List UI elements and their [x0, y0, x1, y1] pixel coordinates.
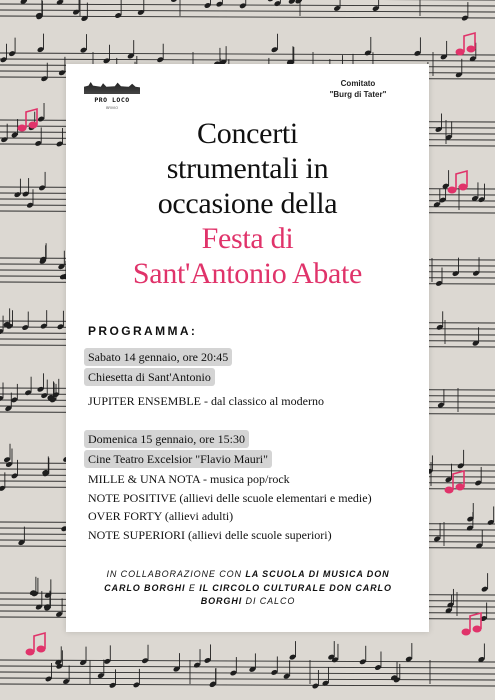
staff-line [0, 678, 495, 680]
staff-line [0, 59, 495, 61]
event-date: Domenica 15 gennaio, ore 15:30 [84, 430, 249, 448]
act-item: OVER FORTY (allievi adulti) [88, 509, 234, 523]
act-item: JUPITER ENSEMBLE - dal classico al moderno [88, 394, 324, 408]
note-head [329, 0, 337, 1]
music-note-icon [456, 33, 475, 55]
event-date: Sabato 14 gennaio, ore 20:45 [84, 348, 232, 366]
skyline-icon [84, 82, 140, 94]
event-venue: Cine Teatro Excelsior "Flavio Mauri" [84, 450, 272, 468]
staff-line [0, 4, 495, 6]
committee-line-2: "Burg di Tater" [329, 90, 387, 99]
collab-circle: IL CIRCOLO CULTURALE DON CARLO BORGHI [199, 582, 392, 606]
staff-line [0, 684, 495, 686]
act-item: NOTE SUPERIORI (allievi delle scuole superiori) [88, 527, 332, 542]
logo-text: PRO LOCO [94, 96, 130, 104]
title-line-2: strumentali in [166, 152, 329, 185]
collab-school: LA SCUOLA DI MUSICA DON CARLO BORGHI [104, 569, 390, 593]
collaboration-credits [88, 568, 408, 609]
program-heading: PROGRAMMA: [88, 324, 198, 338]
event-venue: Chiesetta di Sant'Antonio [84, 368, 215, 386]
staff-line [0, 16, 495, 18]
pro-loco-logo [84, 80, 140, 114]
collab-intro: IN COLLABORAZIONE CON [106, 569, 242, 579]
music-note-icon [462, 613, 481, 635]
committee-line-1: Comitato [340, 79, 376, 88]
title-highlight-2: Sant'Antonio Abate [132, 257, 363, 290]
staff-line [0, 660, 495, 662]
title-line-3: occasione della [157, 187, 338, 220]
note-head [267, 0, 275, 2]
title-line-1: Concerti [197, 117, 298, 150]
music-note-icon [448, 171, 467, 193]
event-saturday [84, 348, 324, 411]
committee-label [303, 78, 413, 100]
music-note-icon [26, 633, 45, 655]
collab-and: E [188, 582, 196, 593]
title-highlight-1: Festa di [201, 222, 294, 255]
collab-suffix: DI CALCO [245, 596, 296, 606]
staff-line [0, 672, 495, 674]
note-head [170, 0, 178, 3]
act-item: NOTE POSITIVE (allievi delle scuole elementari e medie) [88, 490, 372, 505]
event-title [66, 116, 429, 291]
logo-subtext: BRIVIO [106, 106, 118, 110]
staff-line [0, 666, 495, 668]
act-item: MILLE & UNA NOTA - musica pop/rock [88, 472, 290, 486]
flyer-panel [66, 64, 429, 632]
event-sunday [84, 430, 372, 544]
